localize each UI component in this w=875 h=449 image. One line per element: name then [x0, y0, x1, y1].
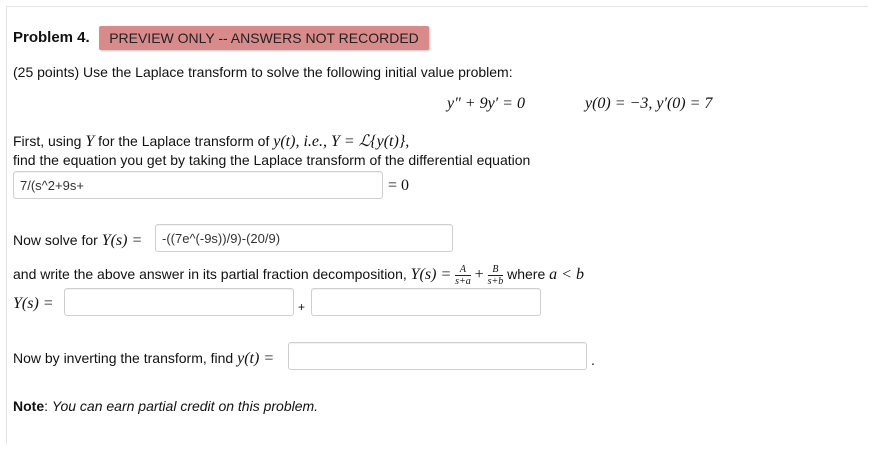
fraction-A [455, 264, 471, 287]
partial-fraction-plus: + [298, 300, 306, 314]
fraction-B-denominator: s+b [487, 276, 504, 287]
laplace-equation-input[interactable] [13, 171, 383, 199]
partial-fraction-row-label: Y(s) = [13, 295, 54, 312]
step2-line [13, 232, 142, 250]
step3-plus: + [474, 266, 484, 284]
step3-line [13, 264, 584, 287]
preview-badge: PREVIEW ONLY -- ANSWERS NOT RECORDED [99, 26, 429, 50]
problem-intro: (25 points) Use the Laplace transform to solve the following initial value problem: [13, 64, 513, 80]
step4-line [13, 350, 274, 368]
problem-title: Problem 4. [13, 29, 90, 46]
step4-period: . [591, 352, 595, 368]
differential-equation: y″ + 9y′ = 0 [447, 95, 525, 112]
y-of-t-input[interactable] [288, 342, 587, 370]
note-label: Note [13, 398, 45, 414]
note-colon: : [44, 398, 49, 414]
step2-prefix: Now solve for [13, 232, 98, 248]
step1-prefix: First, using [13, 133, 82, 149]
step4-prefix: Now by inverting the transform, find [13, 350, 234, 366]
step1-math: y(t), i.e., Y = ℒ{y(t)}, [273, 133, 410, 150]
step1-line1 [13, 131, 409, 151]
fraction-A-denominator: s+a [455, 276, 471, 287]
fraction-B [488, 264, 504, 287]
partial-fraction-term1-input[interactable] [64, 288, 294, 316]
step1-rhs: = 0 [388, 177, 410, 194]
Y-of-s-input[interactable] [155, 224, 453, 252]
step4-math: y(t) = [237, 350, 275, 367]
fraction-A-numerator: A [455, 264, 471, 276]
step3-text: and write the above answer in its partial fraction decomposition, [13, 266, 407, 283]
step1-mid: for the Laplace transform of [98, 133, 270, 149]
note [13, 398, 318, 414]
initial-conditions: y(0) = −3, y′(0) = 7 [585, 95, 713, 112]
step2-math: Y(s) = [101, 232, 143, 249]
partial-fraction-term2-input[interactable] [311, 288, 541, 316]
step3-condition: a < b [549, 266, 584, 284]
step1-line2: find the equation you get by taking the Laplace transform of the differential equation [13, 152, 531, 168]
step3-math-lhs: Y(s) = [410, 266, 452, 284]
note-text: You can earn partial credit on this problem. [51, 398, 319, 414]
step1-var: Y [85, 133, 95, 150]
step3-where: where [507, 266, 546, 283]
fraction-B-numerator: B [488, 264, 504, 276]
